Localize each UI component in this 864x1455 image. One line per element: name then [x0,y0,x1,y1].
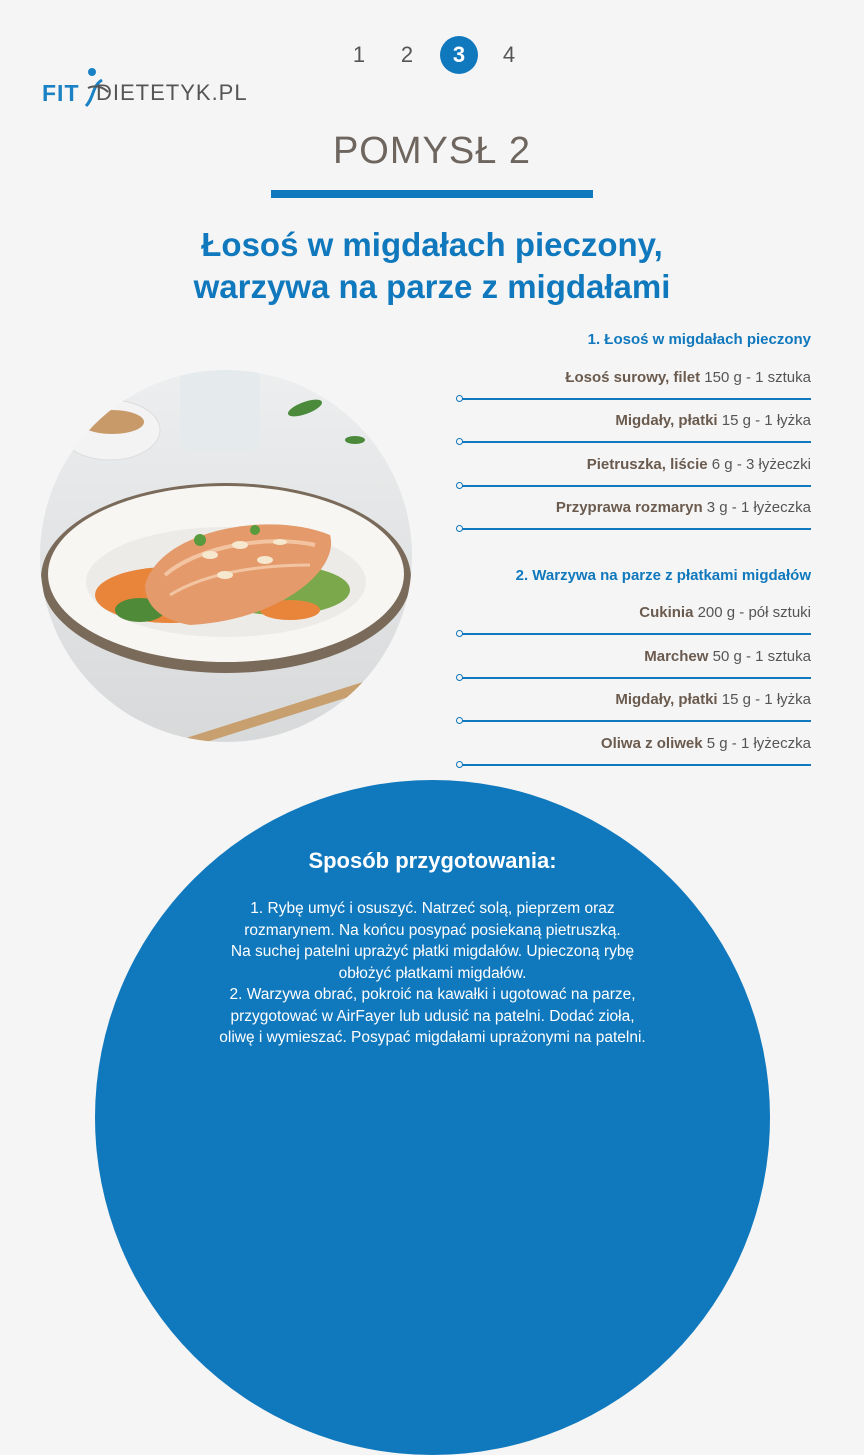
ingredient-name: Łosoś surowy, filet [565,369,701,386]
ingredient-rosemary [556,499,811,516]
page-2-link[interactable]: 2 [400,42,414,67]
ingredient-amount: 3 g - 1 łyżeczka [706,499,811,516]
preparation-title: Sposób przygotowania: [308,848,557,873]
ingredient-amount: 15 g - 1 łyżka [721,412,811,429]
logo-fit-text: FIT [42,80,80,106]
preparation-text: 1. Rybę umyć i osuszyć. Natrzeć solą, pieprzem oraz rozmarynem. Na końcu posypać posiekaną pietruszką. Na suchej patelni uprażyć płatki migdałów. Upieczoną rybę obłożyć płatkami migdałów. 2. Warzywa obrać, pokroić na kawałki i ugotować na parze, przygotować w AirFayer lub udusić na patelni. Dodać zioła, oliwę i wymieszać. Posypać migdałami uprażonymi na patelni. [219,900,646,1046]
section-vegetables-title: 2. Warzywa na parze z płatkami migdałów [515,567,811,584]
page-1-link[interactable]: 1 [352,42,366,67]
dish-photo [40,370,412,742]
ingredient-name: Migdały, płatki [615,691,718,708]
logo-dietetyk-text: DIETETYK.PL [96,80,248,105]
dish-title-line-1: Łosoś w migdałach pieczony, [201,226,663,263]
ingredient-divider [458,764,811,766]
ingredient-divider [458,485,811,487]
ingredient-amount: 15 g - 1 łyżka [721,691,811,708]
ingredient-olive-oil [601,735,811,752]
ingredient-amount: 150 g - 1 sztuka [704,369,811,386]
ingredient-amount: 50 g - 1 sztuka [712,648,811,665]
page-4-link[interactable]: 4 [502,42,516,67]
ingredient-name: Przyprawa rozmaryn [555,499,703,516]
ingredient-divider [458,528,811,530]
ingredient-name: Pietruszka, liście [586,456,708,473]
ingredient-amount: 6 g - 3 łyżeczki [711,456,811,473]
ingredient-salmon [565,369,811,386]
ingredient-divider [458,441,811,443]
ingredient-almonds-2 [615,691,811,708]
ingredient-name: Oliwa z oliwek [600,735,703,752]
ingredient-almonds [615,412,811,429]
dish-title-line-2: warzywa na parze z migdałami [193,268,671,305]
ingredient-divider [458,677,811,679]
preparation-circle [95,780,770,1455]
ingredient-parsley [587,456,811,473]
dish-title [0,224,864,308]
section-salmon-title: 1. Łosoś w migdałach pieczony [587,331,811,348]
ingredient-amount: 5 g - 1 łyżeczka [706,735,811,752]
page-pagination [340,36,530,74]
ingredient-name: Cukinia [639,604,694,621]
ingredient-name: Migdały, płatki [615,412,718,429]
ingredient-divider [458,720,811,722]
ingredient-divider [458,398,811,400]
fitdietetyk-logo[interactable] [42,66,262,110]
ingredient-zucchini [639,604,811,621]
heading-underline [271,190,593,198]
page-heading: POMYSŁ 2 [332,130,532,172]
ingredient-name: Marchew [644,648,709,665]
ingredient-divider [458,633,811,635]
ingredient-carrot [644,648,811,665]
page-3-link-active[interactable]: 3 [440,36,478,74]
ingredient-amount: 200 g - pół sztuki [697,604,811,621]
salmon-plate-image [40,370,412,742]
